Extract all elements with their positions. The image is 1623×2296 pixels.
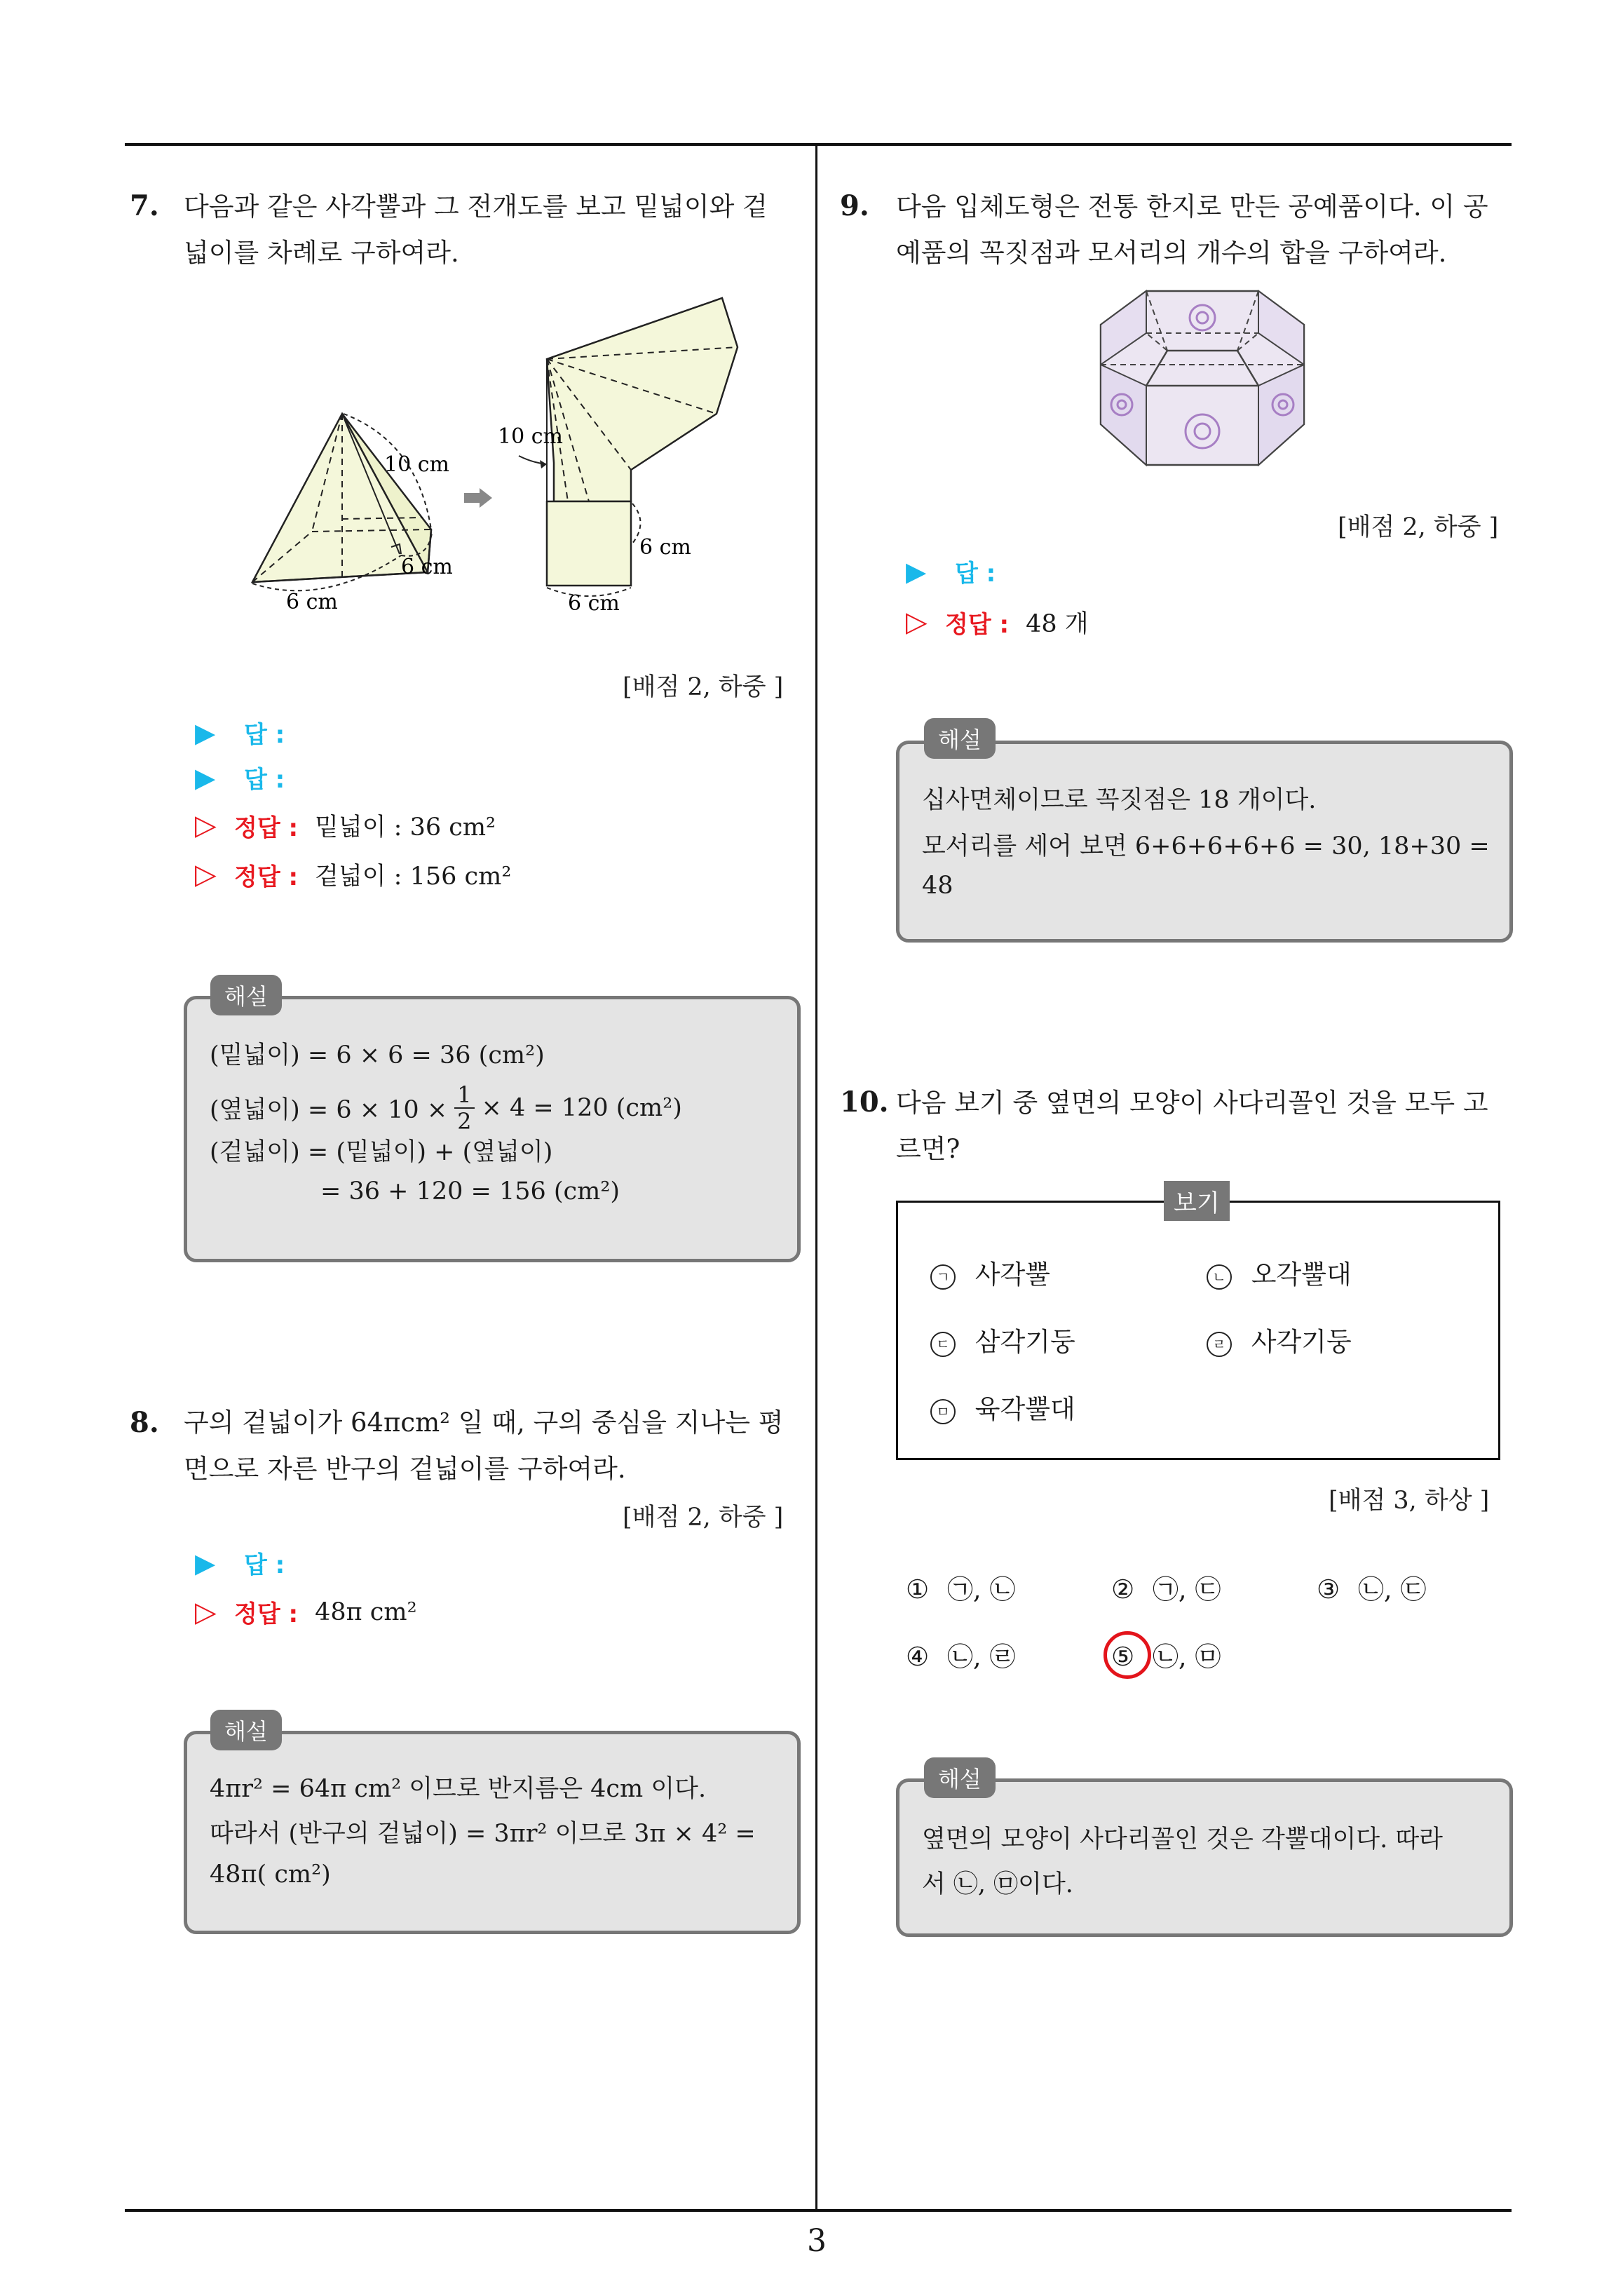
q7-correct-line-1: [195, 808, 496, 843]
q9-correct-line: [906, 605, 1089, 640]
bogi-option-2: [1207, 1253, 1352, 1291]
q9-solution-label: 해설: [924, 718, 996, 759]
correct-label: 정답 :: [234, 813, 299, 842]
q8-text-line1: 구의 겉넓이가 64πcm² 일 때, 구의 중심을 지나는 평: [184, 1407, 784, 1438]
bogi-box: [896, 1201, 1500, 1460]
blue-triangle-icon: ▶: [195, 762, 216, 793]
q8-sol-line-1: 4πr² = 64π cm² 이므로 반지름은 4cm 이다.: [210, 1775, 707, 1803]
q10-text-line1: 다음 보기 중 옆면의 모양이 사다리꼴인 것을 모두 고: [896, 1088, 1488, 1118]
answer-label: 답 :: [244, 721, 285, 749]
label-6cm-net-side: 6 cm: [639, 535, 691, 560]
choice-2[interactable]: [1111, 1568, 1221, 1606]
bogi-option-text: 삼각기둥: [975, 1327, 1075, 1357]
bogi-option-3: [930, 1321, 1075, 1358]
pyramid-drawing: [252, 414, 453, 614]
q9-question: [896, 184, 1513, 276]
q8-question: [184, 1400, 801, 1492]
red-triangle-icon: ▷: [195, 858, 217, 891]
q7-sol-line-4: = 36 + 120 = 156 (cm²): [320, 1177, 620, 1206]
choice-number: ②: [1111, 1574, 1135, 1605]
choice-text: ㉡, ㉣: [946, 1642, 1016, 1672]
choice-3[interactable]: [1317, 1568, 1426, 1606]
circled-mark: ㄴ: [1207, 1264, 1232, 1290]
circled-mark: ㄱ: [930, 1264, 956, 1290]
q10-number: 10.: [840, 1086, 889, 1119]
red-triangle-icon: ▷: [906, 606, 928, 638]
q7-sol2-part-b: × 4 = 120 (cm²): [481, 1094, 682, 1122]
q7-sol2-part-a: (옆넓이) = 6 × 10 ×: [210, 1096, 448, 1124]
fraction-denominator: 2: [454, 1107, 474, 1134]
q7-correct-value-1: 밑넓이 : 36 cm²: [315, 813, 496, 842]
choice-text: ㉡, ㉤: [1152, 1642, 1221, 1672]
q7-question: [184, 184, 801, 276]
arrow-icon: [464, 488, 492, 508]
correct-label: 정답 :: [234, 1600, 299, 1628]
q7-number: 7.: [130, 189, 159, 222]
q9-score: [배점 2, 하중 ]: [1338, 513, 1499, 541]
blue-triangle-icon: ▶: [906, 555, 927, 587]
top-rule: [125, 143, 1512, 146]
q8-sol-line-3: 48π( cm²): [210, 1861, 331, 1889]
q10-solution-box: [896, 1778, 1513, 1937]
bogi-option-text: 육각뿔대: [975, 1394, 1075, 1424]
q10-sol-line-2: 서 ㉡, ㉤이다.: [922, 1870, 1073, 1898]
q10-text-line2: 르면?: [896, 1134, 960, 1164]
label-6cm-side: 6 cm: [401, 555, 453, 579]
column-divider: [815, 144, 817, 2210]
q8-solution-label: 해설: [210, 1710, 282, 1750]
q9-answer-line: [906, 554, 996, 588]
q9-number: 9.: [840, 189, 869, 222]
red-triangle-icon: ▷: [195, 809, 217, 842]
choice-1[interactable]: [906, 1568, 1015, 1606]
q7-text-line2: 넓이를 차례로 구하여라.: [184, 238, 459, 268]
q8-solution-box: [184, 1731, 801, 1934]
answer-label: 답 :: [955, 560, 996, 588]
q8-score: [배점 2, 하중 ]: [623, 1504, 784, 1532]
circled-mark: ㅁ: [930, 1399, 956, 1424]
q7-sol-line-1: (밑넓이) = 6 × 6 = 36 (cm²): [210, 1041, 545, 1069]
q9-correct-value: 48 개: [1026, 610, 1089, 638]
q7-solution-box: [184, 996, 801, 1262]
q9-solid-figure: [1094, 284, 1311, 473]
q7-correct-value-2: 겉넓이 : 156 cm²: [315, 863, 512, 891]
circled-mark: ㄷ: [930, 1332, 956, 1357]
fraction-half: [454, 1082, 474, 1134]
bottom-rule: [125, 2209, 1512, 2212]
circled-mark: ㄹ: [1207, 1332, 1232, 1357]
bogi-option-text: 오각뿔대: [1251, 1260, 1352, 1290]
q9-sol-line-3: 48: [922, 872, 953, 900]
q10-sol-line-1: 옆면의 모양이 사다리꼴인 것은 각뿔대이다. 따라: [922, 1825, 1443, 1853]
page-number: 3: [807, 2223, 827, 2259]
label-6cm-net-base: 6 cm: [568, 591, 620, 616]
bogi-option-5: [930, 1388, 1075, 1426]
correct-label: 정답 :: [945, 610, 1010, 639]
bogi-option-text: 사각기둥: [1251, 1327, 1352, 1357]
q8-correct-value: 48π cm²: [315, 1598, 417, 1626]
label-10cm-pyramid: 10 cm: [384, 452, 449, 477]
q7-sol-line-3: (겉넓이) = (밑넓이) + (옆넓이): [210, 1138, 553, 1166]
fraction-numerator: 1: [457, 1081, 472, 1108]
answer-label: 답 :: [244, 766, 285, 794]
choice-number: ①: [906, 1574, 930, 1605]
q8-sol-line-2: 따라서 (반구의 겉넓이) = 3πr² 이므로 3π × 4² =: [210, 1820, 756, 1848]
choice-text: ㉠, ㉢: [1152, 1574, 1221, 1605]
choice-number: ④: [906, 1642, 930, 1672]
q7-answer-line-1: [195, 715, 285, 750]
answer-label: 답 :: [244, 1551, 285, 1579]
q7-correct-line-2: [195, 857, 511, 892]
q8-correct-line: [195, 1595, 417, 1629]
q7-figure: [238, 281, 771, 631]
q9-text-line1: 다음 입체도형은 전통 한지로 만든 공예품이다. 이 공: [896, 191, 1488, 222]
blue-triangle-icon: ▶: [195, 717, 216, 748]
q7-answer-line-2: [195, 760, 285, 795]
choice-text: ㉠, ㉡: [946, 1574, 1016, 1605]
q7-solution-label: 해설: [210, 975, 282, 1015]
bogi-option-text: 사각뿔: [975, 1260, 1050, 1290]
q8-number: 8.: [130, 1406, 159, 1439]
q9-text-line2: 예품의 꼭짓점과 모서리의 개수의 합을 구하여라.: [896, 238, 1447, 268]
label-10cm-net: 10 cm: [498, 424, 563, 449]
bogi-option-4: [1207, 1321, 1352, 1358]
q10-question: [896, 1080, 1513, 1173]
net-drawing: [498, 298, 738, 616]
q7-text-line1: 다음과 같은 사각뿔과 그 전개도를 보고 밑넓이와 겉: [184, 191, 768, 222]
q8-answer-line: [195, 1546, 285, 1580]
q7-sol-line-2: [210, 1082, 682, 1134]
q8-text-line2: 면으로 자른 반구의 겉넓이를 구하여라.: [184, 1454, 626, 1484]
red-triangle-icon: ▷: [195, 1595, 217, 1628]
q7-score: [배점 2, 하중 ]: [623, 673, 784, 701]
correct-label: 정답 :: [234, 863, 299, 891]
choice-number: ⑤: [1111, 1642, 1135, 1672]
q9-solution-box: [896, 741, 1513, 943]
q10-score: [배점 3, 하상 ]: [1329, 1487, 1490, 1515]
q10-solution-label: 해설: [924, 1757, 996, 1798]
bogi-label: 보기: [1164, 1181, 1230, 1221]
bogi-option-1: [930, 1253, 1050, 1291]
q9-sol-line-1: 십사면체이므로 꼭짓점은 18 개이다.: [922, 786, 1317, 814]
choice-4[interactable]: [906, 1635, 1015, 1673]
label-6cm-base: 6 cm: [286, 590, 338, 614]
choice-number: ③: [1317, 1574, 1340, 1605]
q9-sol-line-2: 모서리를 세어 보면 6+6+6+6+6 = 30, 18+30 =: [922, 832, 1490, 860]
blue-triangle-icon: ▶: [195, 1547, 216, 1579]
choice-text: ㉡, ㉢: [1357, 1574, 1427, 1605]
selected-answer-ring: [1103, 1631, 1151, 1679]
